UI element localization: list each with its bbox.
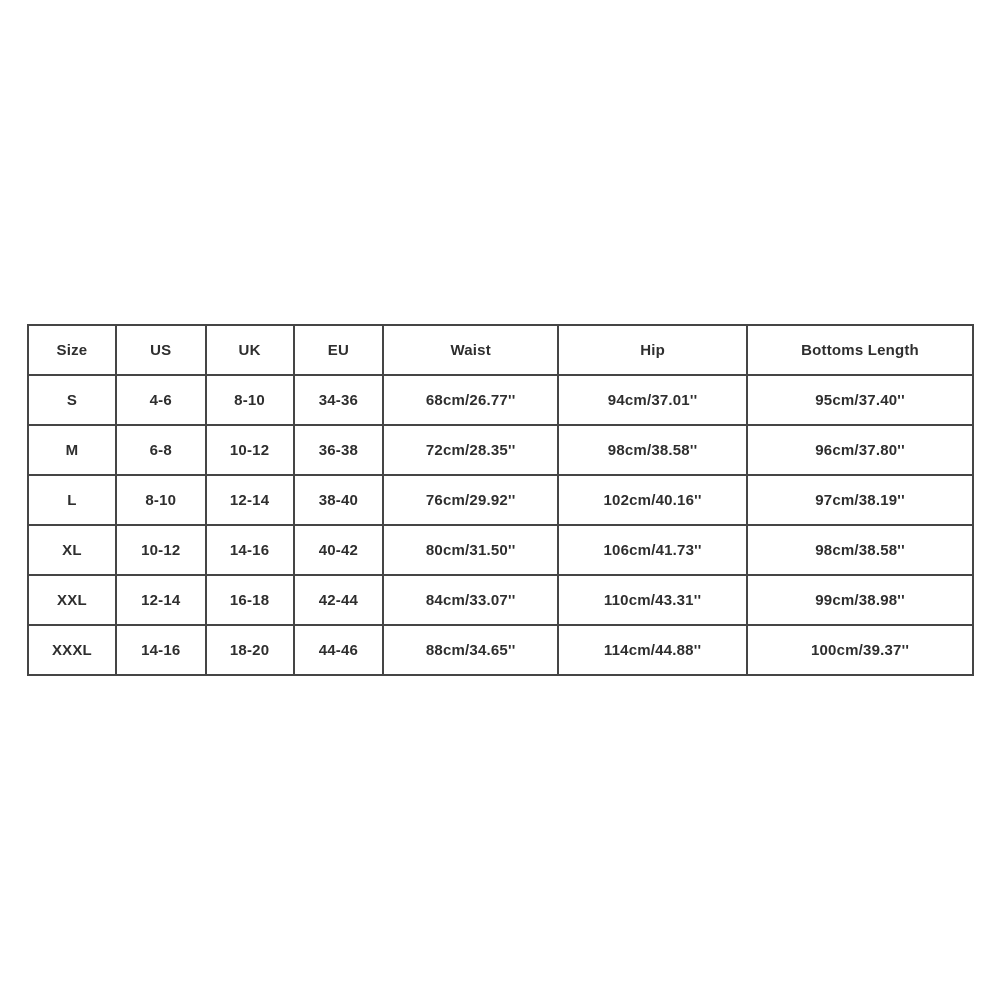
measurement-cell: 12-14	[116, 575, 206, 625]
measurement-cell: 98cm/38.58''	[747, 525, 973, 575]
measurement-cell: 14-16	[206, 525, 294, 575]
measurement-cell: 100cm/39.37''	[747, 625, 973, 675]
measurement-cell: 76cm/29.92''	[383, 475, 558, 525]
measurement-cell: 44-46	[294, 625, 384, 675]
size-label-cell: XXL	[28, 575, 116, 625]
measurement-cell: 95cm/37.40''	[747, 375, 973, 425]
measurement-cell: 38-40	[294, 475, 384, 525]
column-header-waist: Waist	[383, 325, 558, 375]
measurement-cell: 34-36	[294, 375, 384, 425]
measurement-cell: 80cm/31.50''	[383, 525, 558, 575]
measurement-cell: 8-10	[116, 475, 206, 525]
measurement-cell: 88cm/34.65''	[383, 625, 558, 675]
measurement-cell: 110cm/43.31''	[558, 575, 747, 625]
measurement-cell: 68cm/26.77''	[383, 375, 558, 425]
measurement-cell: 99cm/38.98''	[747, 575, 973, 625]
size-label-cell: XL	[28, 525, 116, 575]
measurement-cell: 12-14	[206, 475, 294, 525]
measurement-cell: 102cm/40.16''	[558, 475, 747, 525]
table-header-row	[28, 325, 973, 375]
measurement-cell: 97cm/38.19''	[747, 475, 973, 525]
measurement-cell: 114cm/44.88''	[558, 625, 747, 675]
size-label-cell: L	[28, 475, 116, 525]
measurement-cell: 8-10	[206, 375, 294, 425]
measurement-cell: 10-12	[206, 425, 294, 475]
measurement-cell: 18-20	[206, 625, 294, 675]
measurement-cell: 94cm/37.01''	[558, 375, 747, 425]
table-row	[28, 375, 973, 425]
column-header-us: US	[116, 325, 206, 375]
measurement-cell: 16-18	[206, 575, 294, 625]
measurement-cell: 4-6	[116, 375, 206, 425]
size-label-cell: XXXL	[28, 625, 116, 675]
size-label-cell: S	[28, 375, 116, 425]
column-header-size: Size	[28, 325, 116, 375]
measurement-cell: 96cm/37.80''	[747, 425, 973, 475]
measurement-cell: 84cm/33.07''	[383, 575, 558, 625]
table-row	[28, 575, 973, 625]
size-chart-table	[27, 324, 974, 676]
measurement-cell: 106cm/41.73''	[558, 525, 747, 575]
measurement-cell: 40-42	[294, 525, 384, 575]
table-row	[28, 525, 973, 575]
table-row	[28, 425, 973, 475]
size-label-cell: M	[28, 425, 116, 475]
column-header-hip: Hip	[558, 325, 747, 375]
measurement-cell: 98cm/38.58''	[558, 425, 747, 475]
measurement-cell: 14-16	[116, 625, 206, 675]
column-header-eu: EU	[294, 325, 384, 375]
size-chart-container	[27, 324, 974, 676]
measurement-cell: 6-8	[116, 425, 206, 475]
measurement-cell: 72cm/28.35''	[383, 425, 558, 475]
measurement-cell: 36-38	[294, 425, 384, 475]
measurement-cell: 10-12	[116, 525, 206, 575]
column-header-bottoms-length: Bottoms Length	[747, 325, 973, 375]
table-row	[28, 475, 973, 525]
column-header-uk: UK	[206, 325, 294, 375]
table-row	[28, 625, 973, 675]
measurement-cell: 42-44	[294, 575, 384, 625]
